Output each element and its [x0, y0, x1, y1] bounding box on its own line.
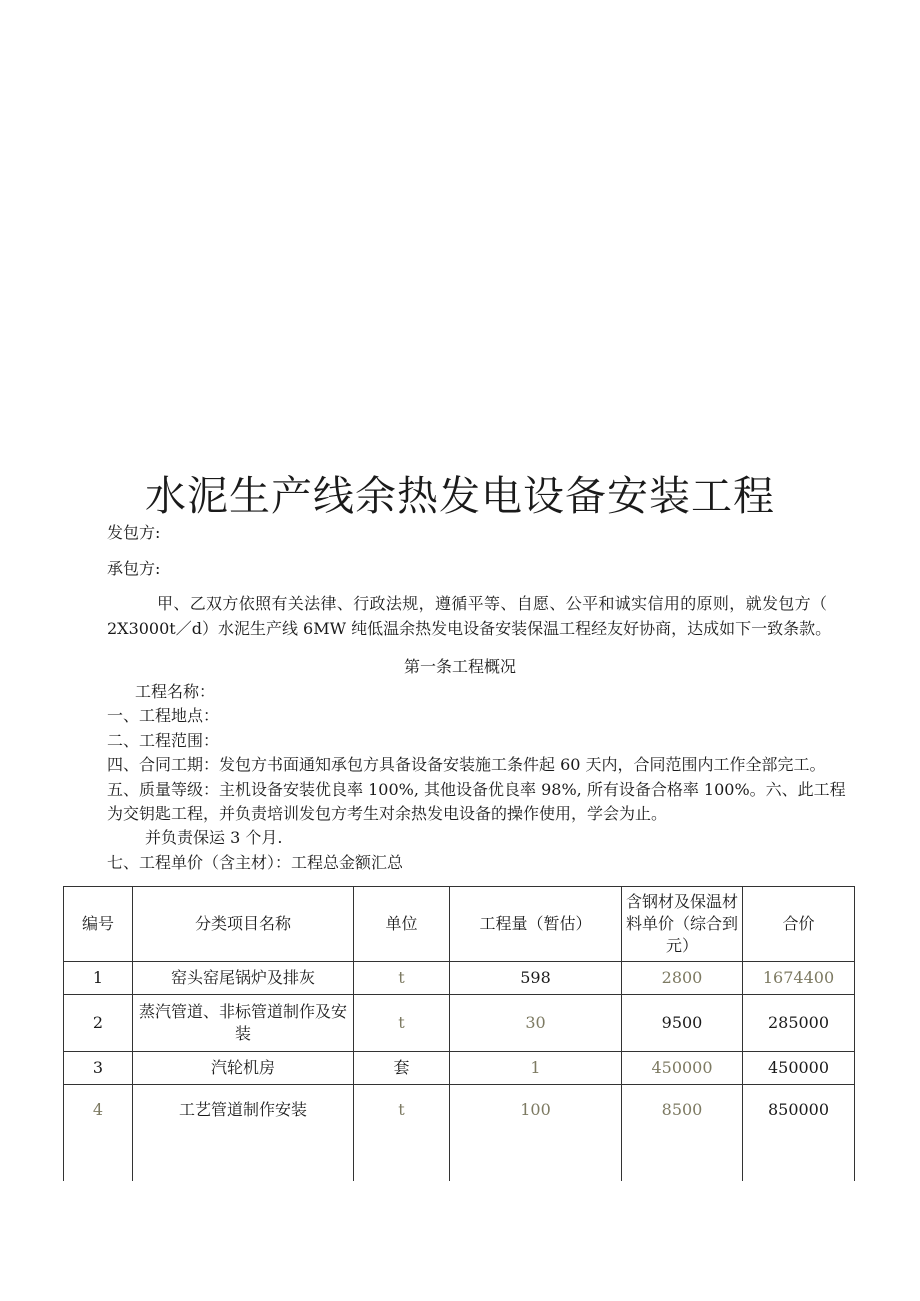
cell-number: 4	[64, 1085, 133, 1181]
header-total: 合价	[743, 887, 855, 962]
cell-quantity: 598	[450, 962, 622, 995]
table-row	[64, 1085, 855, 1181]
header-item-name: 分类项目名称	[133, 887, 354, 962]
table-row	[64, 962, 855, 995]
cell-item-name: 窑头窑尾锅炉及排灰	[133, 962, 354, 995]
cell-unit-price: 8500	[622, 1085, 743, 1181]
cell-total: 450000	[743, 1052, 855, 1085]
clause-unit-price: 七、工程单价（含主材）：工程总金额汇总	[107, 853, 404, 872]
cell-unit-price: 9500	[622, 995, 743, 1052]
cell-unit: t	[354, 1085, 450, 1181]
clause-location: 一、工程地点：	[107, 706, 220, 725]
cell-quantity: 1	[450, 1052, 622, 1085]
clause-maintenance: 并负责保运 3 个月.	[145, 828, 283, 847]
cell-unit: 套	[354, 1052, 450, 1085]
intro-line-1: 甲、乙双方依照有关法律、行政法规，遵循平等、自愿、公平和诚实信用的原则，就发包方（	[157, 594, 828, 613]
table-header-row	[64, 887, 855, 962]
header-number: 编号	[64, 887, 133, 962]
contractor-label: 承包方:	[107, 559, 161, 578]
document-title: 水泥生产线余热发电设备安装工程	[145, 472, 775, 520]
cell-item-name: 蒸汽管道、非标管道制作及安装	[133, 995, 354, 1052]
clause-turnkey: 为交钥匙工程，并负责培训发包方考生对余热发电设备的操作使用，学会为止。	[107, 804, 668, 823]
cell-total: 850000	[743, 1085, 855, 1181]
header-unit-price: 含钢材及保温材料单价（综合到元）	[622, 887, 743, 962]
cell-total: 285000	[743, 995, 855, 1052]
cell-quantity: 100	[450, 1085, 622, 1181]
clause-period: 四、合同工期：发包方书面通知承包方具备设备安装施工条件起 60 天内，合同范围内工作全部完工。	[107, 755, 826, 774]
cell-number: 2	[64, 995, 133, 1052]
employer-label: 发包方:	[107, 523, 161, 542]
clause-scope: 二、工程范围：	[107, 731, 220, 750]
table-row	[64, 995, 855, 1052]
cell-unit: t	[354, 962, 450, 995]
cell-total: 1674400	[743, 962, 855, 995]
table-row	[64, 1052, 855, 1085]
header-unit: 单位	[354, 887, 450, 962]
price-table	[63, 886, 855, 1181]
intro-line-2: 2X3000t／d）水泥生产线 6MW 纯低温余热发电设备安装保温工程经友好协商，达成如下一致条款。	[107, 619, 832, 638]
cell-number: 3	[64, 1052, 133, 1085]
clause-quality: 五、质量等级：主机设备安装优良率 100%, 其他设备优良率 98%, 所有设备合格率 100%。六、此工程	[107, 780, 846, 799]
cell-quantity: 30	[450, 995, 622, 1052]
cell-item-name: 工艺管道制作安装	[133, 1085, 354, 1181]
clause-project-name: 工程名称：	[135, 682, 216, 701]
cell-unit: t	[354, 995, 450, 1052]
cell-unit-price: 2800	[622, 962, 743, 995]
header-quantity: 工程量（暂估）	[450, 887, 622, 962]
cell-item-name: 汽轮机房	[133, 1052, 354, 1085]
cell-unit-price: 450000	[622, 1052, 743, 1085]
cell-number: 1	[64, 962, 133, 995]
section-heading: 第一条工程概况	[403, 657, 516, 676]
